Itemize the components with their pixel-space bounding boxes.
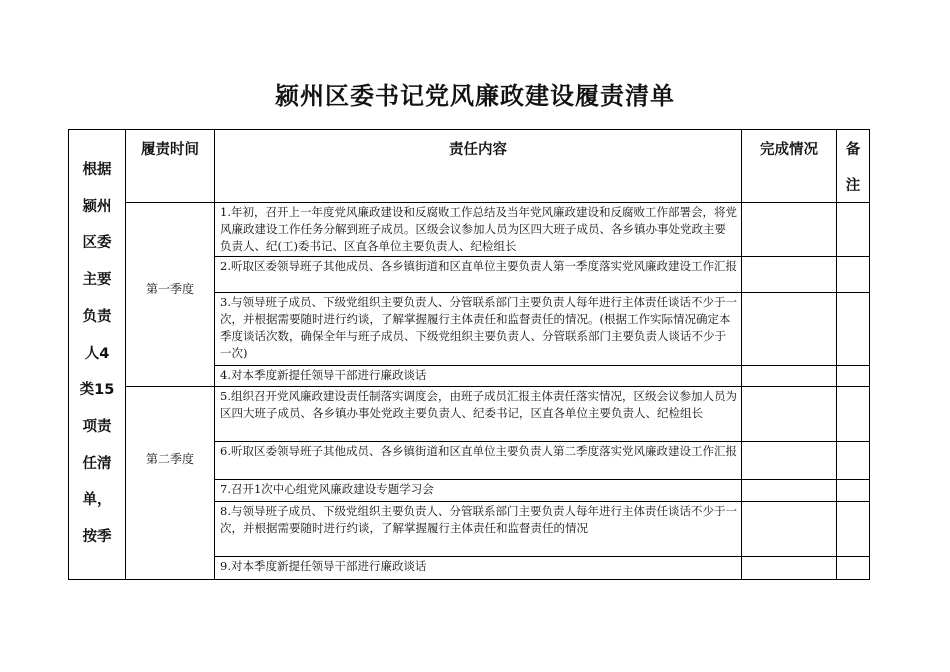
side-text-line: 人4 xyxy=(84,345,110,362)
list-item: 1.年初，召开上一年度党风廉政建设和反腐败工作总结及当年党风廉政建设和反腐败工作部署会，将党风廉政建设工作任务分解到班子成员。区级会议参加人员为区四大班子成员、各乡镇办事处党政主要负责人、纪(工)委书记、区直各单位主要负责人、纪检组长 xyxy=(220,205,737,253)
list-item: 4.对本季度新提任领导干部进行廉政谈话 xyxy=(220,368,427,382)
col-divider xyxy=(741,129,742,580)
list-item: 2.听取区委领导班子其他成员、各乡镇街道和区直单位主要负责人第一季度落实党风廉政建设工作汇报 xyxy=(220,259,737,273)
header-status: 完成情况 xyxy=(760,142,818,158)
list-item: 7.召开1次中心组党风廉政建设专题学习会 xyxy=(220,482,434,496)
side-text-line: 任清 xyxy=(82,455,112,472)
header-remark-1: 备 xyxy=(845,142,861,158)
quarter-label-q2: 第二季度 xyxy=(145,452,194,466)
side-text-line: 单， xyxy=(82,492,112,509)
list-item: 6.听取区委领导班子其他成员、各乡镇街道和区直单位主要负责人第二季度落实党风廉政建设工作汇报 xyxy=(220,444,737,458)
header-content: 责任内容 xyxy=(449,142,507,158)
table-border-right xyxy=(869,129,870,580)
header-time: 履责时间 xyxy=(141,142,199,158)
col-divider xyxy=(836,129,837,580)
side-text-line: 区委 xyxy=(82,235,112,252)
side-text-line: 项责 xyxy=(82,418,112,435)
side-text-line: 根据 xyxy=(82,162,112,178)
list-item: 3.与领导班子成员、下级党组织主要负责人、分管联系部门主要负责人每年进行主体责任谈话不少于一次，并根据需要随时进行约谈，了解掌握履行主体责任和监督责任的情况。(根据工作实际情况确定本季度谈话次数，确保全年与班子成员、下级党组织主要负责人、分管联系部门主要负责人谈话不少于一次) xyxy=(220,295,737,360)
table-border-bottom xyxy=(68,579,870,580)
header-remark-2: 注 xyxy=(845,178,861,194)
side-text xyxy=(68,152,126,556)
list-item: 5.组织召开党风廉政建设责任制落实调度会，由班子成员汇报主体责任落实情况，区级会议参加人员为区四大班子成员、各乡镇办事处党政主要负责人、纪委书记，区直各单位主要负责人、纪检组长 xyxy=(220,389,737,420)
table-border-top xyxy=(68,129,870,130)
list-item: 9.对本季度新提任领导干部进行廉政谈话 xyxy=(220,559,427,573)
side-text-line: 按季 xyxy=(82,529,112,546)
side-text-line: 主要 xyxy=(82,272,112,289)
side-text-line: 颍州 xyxy=(82,198,112,215)
side-text-line: 类15 xyxy=(79,382,115,399)
col-divider xyxy=(214,129,215,580)
quarter-label-q1: 第一季度 xyxy=(145,282,194,296)
document-title: 颍州区委书记党风廉政建设履责清单 xyxy=(275,82,675,110)
side-text-line: 负责 xyxy=(82,308,112,325)
list-item: 8.与领导班子成员、下级党组织主要负责人、分管联系部门主要负责人每年进行主体责任谈话不少于一次，并根据需要随时进行约谈，了解掌握履行主体责任和监督责任的情况 xyxy=(220,504,737,535)
